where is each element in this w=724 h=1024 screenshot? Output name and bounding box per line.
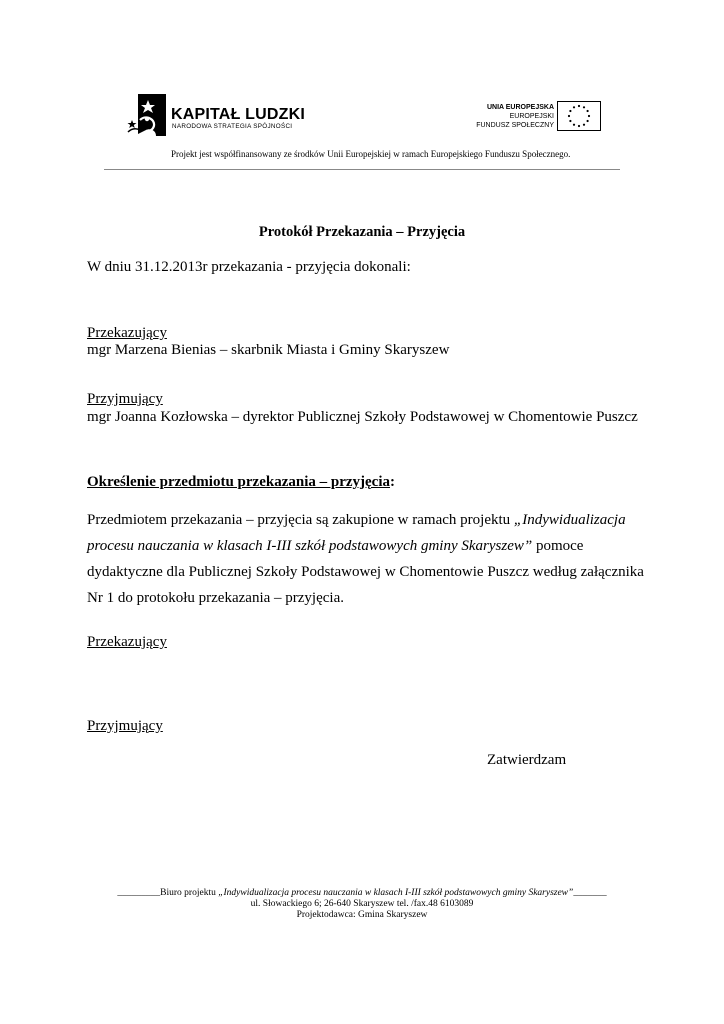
kapital-ludzki-title: KAPITAŁ LUDZKI: [171, 106, 306, 123]
footer-underline: _______: [573, 888, 607, 898]
header-divider: [104, 169, 620, 170]
subject-heading: [87, 474, 395, 491]
paragraph-line-2: [87, 533, 647, 559]
eu-union-label: UNIA EUROPEJSKA: [486, 104, 554, 111]
kapital-ludzki-subtitle: NARODOWA STRATEGIA SPÓJNOŚCI: [172, 123, 293, 130]
eu-european-label: EUROPEJSKI: [509, 113, 554, 120]
eu-social-fund-label: FUNDUSZ SPOŁECZNY: [476, 122, 554, 129]
paragraph-line-1-text: Przedmiotem przekazania – przyjęcia są zakupione w ramach projektu: [87, 512, 514, 528]
paragraph-line-4: Nr 1 do protokołu przekazania – przyjęcia.: [87, 590, 344, 606]
eu-flag-icon: [557, 101, 601, 131]
page-footer: [0, 888, 724, 921]
project-cofinancing-note: Projekt jest współfinansowany ze środków Unii Europejskiej w ramach Europejskiego Funduszu Społecznego.: [171, 149, 571, 159]
paragraph-line-2-text: pomoce: [532, 538, 584, 554]
handing-over-person: mgr Marzena Bienias – skarbnik Miasta i Gminy Skaryszew: [87, 342, 450, 358]
eu-fund-label: [472, 103, 554, 130]
paragraph-line-3: dydaktyczne dla Publicznej Szkoły Podstawowej w Chomentowie Puszcz według załącznika: [87, 564, 644, 580]
document-title: Protokół Przekazania – Przyjęcia: [258, 224, 466, 240]
receiving-label: Przyjmujący: [87, 391, 163, 407]
approve-label: Zatwierdzam: [487, 752, 567, 768]
project-name-end: procesu nauczania w klasach I-III szkół podstawowych gminy Skaryszew”: [87, 538, 533, 554]
paragraph-line-1: [87, 507, 647, 533]
footer-applicant: Projektodawca: Gmina Skaryszew: [296, 910, 428, 920]
subject-paragraph: [87, 507, 647, 611]
receiving-person: mgr Joanna Kozłowska – dyrektor Publicznej Szkoły Podstawowej w Chomentowie Puszcz: [87, 409, 638, 425]
intro-text: W dniu 31.12.2013r przekazania - przyjęcia dokonali:: [87, 259, 411, 275]
handing-over-label: Przekazujący: [87, 325, 167, 341]
footer-office-label: _________Biuro projektu: [117, 888, 219, 898]
subject-heading-colon: :: [390, 474, 396, 490]
sign-handing-over-label: Przekazujący: [87, 634, 167, 650]
sign-receiving-label: Przyjmujący: [87, 718, 163, 734]
project-name-start: „Indywidualizacja: [513, 512, 626, 528]
footer-line-1: [0, 888, 724, 899]
subject-heading-text: Określenie przedmiotu przekazania – przyjęcia: [87, 474, 391, 490]
footer-project-name: „Indywidualizacja procesu nauczania w klasach I-III szkół podstawowych gminy Skaryszew”: [218, 888, 574, 898]
footer-address: ul. Słowackiego 6; 26-640 Skaryszew tel. /fax.48 6103089: [250, 899, 474, 909]
